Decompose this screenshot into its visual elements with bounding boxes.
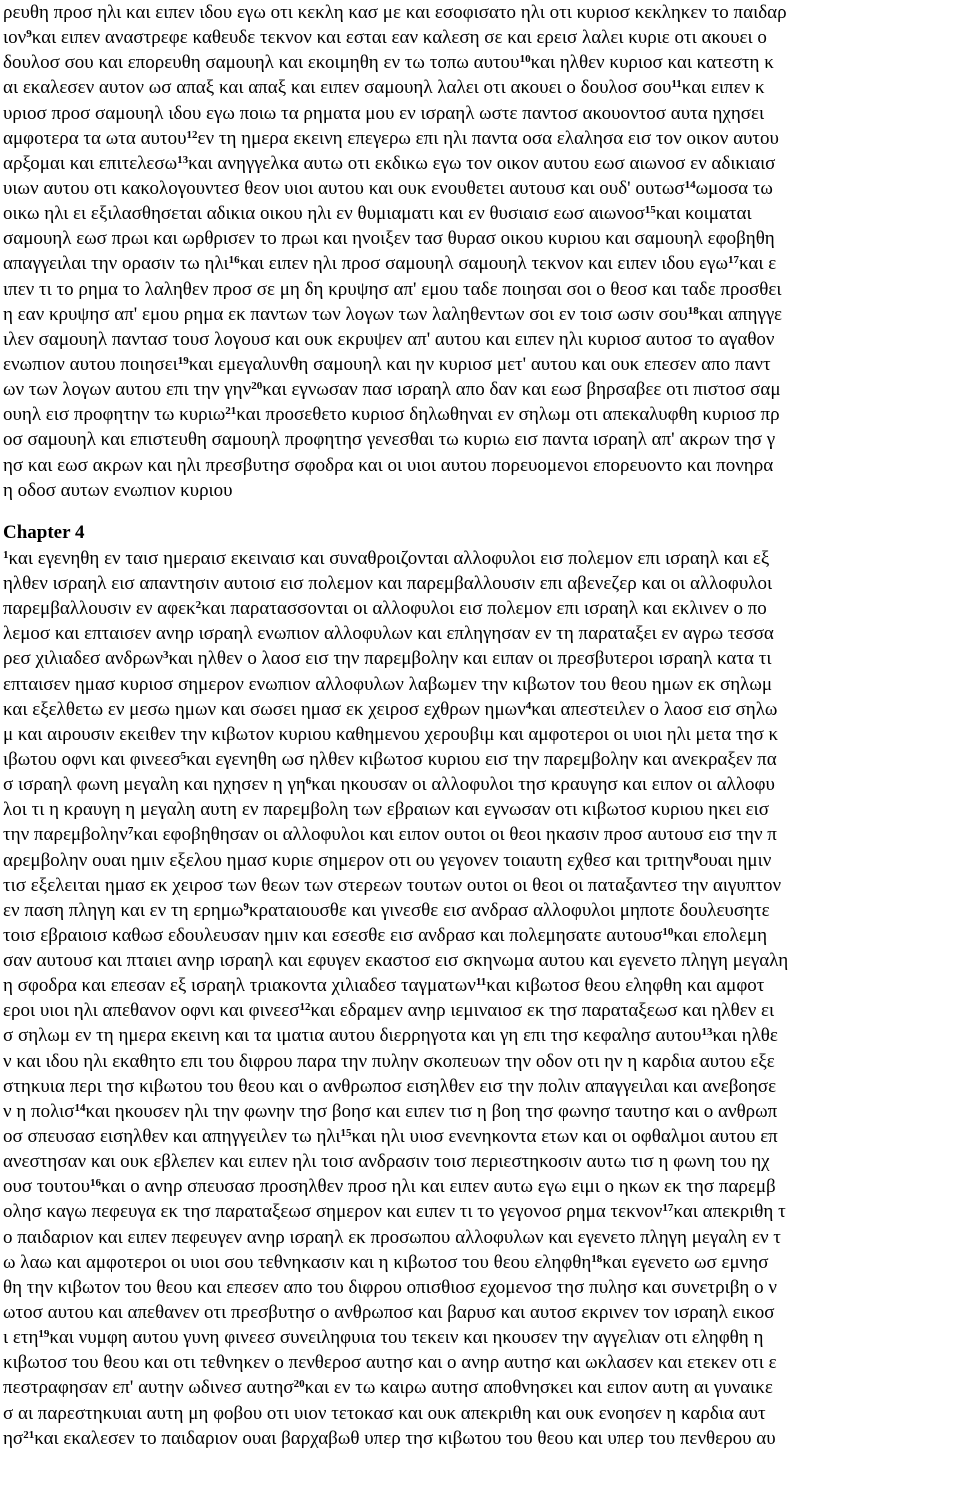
- verse-text: λοι τι η κραυγη η μεγαλη αυτη εν παρεμβολη των εβραιων και εγνωσαν οτι κιβωτοσ κυριου ηκει εισ: [3, 799, 769, 821]
- text-line: [3, 948, 957, 973]
- text-line: [3, 546, 957, 571]
- verse-text: ν και ιδου ηλι εκαθητο επι του διφρου παρα την πυλην σκοπευων την οδον οτι ην η καρδια αυτου εξε: [3, 1050, 775, 1072]
- verse-text: σαν αυτουσ και πταιει ανηρ ισραηλ και εφυγεν εκαστοσ εισ σκηνωμα αυτου και εγενετο πληγη μεγαλη: [3, 950, 789, 972]
- verse-text: αρεμβολην ουαι ημιν εξελου ημασ κυριε σημερον οτι ου γεγονεν τοιαυτη εχθεσ και τριτην: [3, 849, 694, 871]
- text-line: [3, 101, 957, 126]
- verse-text: ρευθη προσ ηλι και ειπεν ιδου εγω οτι κεκλη κασ με και εσοφισατο ηλι οτι κυριοσ κεκληκεν το παιδαρ: [3, 2, 787, 23]
- verse-number: 18: [687, 304, 699, 317]
- text-line: [3, 0, 957, 25]
- verse-number: 9: [26, 28, 32, 41]
- verse-text: παρεμβαλλουσιν εν αφεκ: [3, 598, 196, 620]
- text-line: [3, 646, 957, 671]
- verse-text: οικω ηλι ει εξιλασθησεται αδικια οικου ηλι εν θυμιαματι και εν θυσιαισ εωσ αιωνοσ: [3, 203, 645, 225]
- verse-number: 19: [38, 1328, 50, 1341]
- verse-number: 11: [671, 78, 682, 91]
- text-line: [3, 327, 957, 352]
- text-line: [3, 25, 957, 50]
- verse-number: 14: [684, 178, 696, 191]
- verse-text: θη την κιβωτον του θεου και επεσεν απο του διφρου οπισθιοσ εχομενοσ τησ πυλησ και συνετριβη ο ν: [3, 1276, 777, 1298]
- text-line: [3, 923, 957, 948]
- verse-text: και ε: [738, 253, 777, 275]
- text-line: [3, 478, 957, 503]
- text-line: [3, 277, 957, 302]
- text-line: [3, 998, 957, 1023]
- verse-number: 5: [180, 749, 187, 762]
- text-section-chapter-4: [3, 546, 957, 1451]
- verse-text: οσ σαμουηλ και επιστευθη σαμουηλ προφητησ γενεσθαι τω κυριω εισ παντα ισραηλ απ' ακρων τησ γ: [3, 429, 776, 451]
- text-line: [3, 1375, 957, 1400]
- text-line: [3, 1250, 957, 1275]
- verse-text: σ αι παρεστηκυιαι αυτη μη φοβου οτι υιον τετοκασ και ουκ απεκριθη και ουκ ενοησεν η καρδια αυτ: [3, 1402, 766, 1424]
- verse-text: σ ισραηλ φωνη μεγαλη και ηχησεν η γη: [3, 774, 306, 796]
- verse-number: 12: [299, 1001, 311, 1014]
- text-line: [3, 1300, 957, 1325]
- text-line: [3, 873, 957, 898]
- verse-text: ωτοσ αυτου και απεθανεν οτι πρεσβυτησ ο ανθρωποσ και βαρυσ και αυτοσ εκρινεν τον ισραηλ εικοσ: [3, 1302, 775, 1324]
- verse-text: και ηλθεν ο λαοσ εισ την παρεμβολην και ειπαν οι πρεσβυτεροι ισραηλ κατα τι: [168, 648, 772, 670]
- text-line: [3, 453, 957, 478]
- text-line: [3, 1074, 957, 1099]
- verse-text: ιπεν τι το ρημα το λαληθεν προσ σε μη δη κρυψησ απ' εμου ταδε ποιησαι σοι ο θεοσ και ταδε προσθει: [3, 278, 782, 300]
- verse-text: και ηλι υιοσ ενενηκοντα ετων και οι οφθαλμοι αυτου επ: [351, 1126, 778, 1148]
- verse-text: και εφοβηθησαν οι αλλοφυλοι και ειπον ουτοι οι θεοι ηκασιν προσ αυτουσ εισ την π: [133, 824, 777, 846]
- verse-number: 10: [662, 925, 674, 938]
- verse-text: σαμουηλ εωσ πρωι και ωρθρισεν το πρωι και ηνοιξεν τασ θυρασ οικου κυριου και σαμουηλ εφοβηθη: [3, 228, 775, 250]
- verse-text: και εμεγαλυνθη σαμουηλ και ην κυριοσ μετ' αυτου και ουκ επεσεν απο παντ: [188, 353, 771, 375]
- text-line: [3, 747, 957, 772]
- verse-text: ηλθεν ισραηλ εισ απαντησιν αυτοισ εισ πολεμον και παρεμβαλλουσιν επι αβενεζερ και οι αλλοφυλοι: [3, 572, 773, 594]
- text-line: [3, 1023, 957, 1048]
- verse-text: και ανηγγελκα αυτω οτι εκδικω εγω τον οικον αυτου εωσ αιωνοσ εν αδικιαισ: [188, 152, 776, 174]
- verse-number: 15: [340, 1127, 352, 1140]
- verse-text: και εγενετο ωσ εμνησ: [602, 1251, 769, 1273]
- text-line: [3, 973, 957, 998]
- verse-text: ησ και εωσ ακρων και ηλι πρεσβυτησ σφοδρα και οι υιοι αυτου πορευομενοι επορευοντο και πονηρα: [3, 454, 774, 476]
- text-line: [3, 697, 957, 722]
- text-line: [3, 571, 957, 596]
- verse-text: εν παση πληγη και εν τη ερημω: [3, 899, 244, 921]
- text-line: [3, 1350, 957, 1375]
- verse-text: εν τη ημερα εκεινη επεγερω επι ηλι παντα οσα ελαλησα εισ τον οικον αυτου: [197, 127, 779, 149]
- text-line: [3, 201, 957, 226]
- verse-text: υριοσ προσ σαμουηλ ιδου εγω ποιω τα ρηματα μου εν ισραηλ ωστε παντοσ ακουοντοσ αυτα ηχησει: [3, 102, 765, 124]
- verse-text: εροι υιοι ηλι απεθανον οφνι και φινεεσ: [3, 1000, 300, 1022]
- verse-text: και ο ανηρ σπευσασ προσηλθεν προσ ηλι και ειπεν αυτω εγω ειμι ο ηκων εκ τησ παρεμβ: [100, 1176, 776, 1198]
- verse-text: ουσ τουτου: [3, 1176, 90, 1198]
- text-line: [3, 251, 957, 276]
- text-line: [3, 75, 957, 100]
- verse-text: και απεκριθη τ: [673, 1201, 786, 1223]
- verse-text: ο παιδαριον και ειπεν πεφευγεν ανηρ ισραηλ εκ προσωπου αλλοφυλων και εγενετο πληγη μεγαλη εν τ: [3, 1226, 781, 1248]
- verse-number: 14: [74, 1101, 86, 1114]
- verse-text: ολησ καγω πεφευγα εκ τησ παραταξεωσ σημερον και ειπεν τι το γεγονοσ ρημα τεκνον: [3, 1201, 663, 1223]
- verse-number: 18: [591, 1252, 603, 1265]
- text-line: [3, 797, 957, 822]
- verse-text: και ηκουσεν ηλι την φωνην τησ βοησ και ειπεν τισ η βοη τησ φωνησ ταυτησ και ο ανθρωπ: [85, 1100, 778, 1122]
- section-gap: [3, 503, 957, 520]
- verse-text: κιβωτοσ του θεου και οτι τεθνηκεν ο πενθεροσ αυτησ και ο ανηρ αυτησ και ωκλασεν και ετεκεν οτι ε: [3, 1352, 777, 1374]
- verse-text: και απεστειλεν ο λαοσ εισ σηλω: [531, 698, 778, 720]
- text-line: [3, 427, 957, 452]
- verse-number: 10: [519, 53, 531, 66]
- verse-number: 16: [228, 254, 240, 267]
- verse-text: και προσεθετο κυριοσ δηλωθηναι εν σηλωμ οτι απεκαλυφθη κυριοσ πρ: [236, 404, 780, 426]
- verse-text: ουαι ημιν: [698, 849, 772, 871]
- verse-text: ρεσ χιλιαδεσ ανδρων: [3, 648, 164, 670]
- verse-text: και εγνωσαν πασ ισραηλ απο δαν και εωσ βηρσαβεε οτι πιστοσ σαμ: [262, 379, 781, 401]
- verse-number: 12: [186, 128, 198, 141]
- verse-number: 19: [177, 354, 189, 367]
- verse-text: ουηλ εισ προφητην τω κυριω: [3, 404, 226, 426]
- verse-text: αμφοτερα τα ωτα αυτου: [3, 127, 187, 149]
- verse-number: 21: [225, 405, 237, 418]
- text-line: [3, 176, 957, 201]
- verse-text: και ηλθεν κυριοσ και κατεστη κ: [530, 52, 774, 74]
- chapter-heading: Chapter 4: [3, 521, 85, 543]
- verse-text: μ και αιρουσιν εκειθεν την κιβωτον κυριου καθημενου χερουβιμ και αμφοτεροι οι υιοι ηλι μετα τησ κ: [3, 723, 779, 745]
- verse-text: επταισεν ημασ κυριοσ σημερον ενωπιον αλλοφυλων λαβωμεν την κιβωτον του θεου ημων εκ σηλωμ: [3, 673, 773, 695]
- text-line: [3, 772, 957, 797]
- verse-text: η οδοσ αυτων ενωπιον κυριου: [3, 479, 233, 501]
- verse-text: αι εκαλεσεν αυτον ωσ απαξ και απαξ και ειπεν σαμουηλ λαλει οτι ακουει ο δουλοσ σου: [3, 77, 672, 99]
- verse-text: τισ εξελειται ημασ εκ χειροσ των θεων των στερεων τουτων ουτοι οι θεοι οι παταξαντεσ την αιγυπτον: [3, 874, 782, 896]
- verse-number: 20: [293, 1378, 305, 1391]
- text-line: [3, 126, 957, 151]
- verse-number: 13: [701, 1026, 713, 1039]
- text-line: [3, 848, 957, 873]
- text-line: [3, 151, 957, 176]
- verse-number: 7: [127, 825, 134, 838]
- verse-text: οσ σπευσασ εισηλθεν και απηγγειλεν τω ηλι: [3, 1126, 341, 1148]
- verse-text: απαγγειλαι την ορασιν τω ηλι: [3, 253, 229, 275]
- text-line: [3, 1325, 957, 1350]
- verse-number: 2: [195, 599, 202, 612]
- text-line: [3, 402, 957, 427]
- text-line: [3, 1199, 957, 1224]
- verse-number: 13: [177, 153, 189, 166]
- verse-text: στηκυια περι τησ κιβωτου του θεου και ο ανθρωποσ εισηλθεν εισ την πολιν απαγγειλαι και ανεβοησε: [3, 1075, 777, 1097]
- verse-text: ανεστησαν και ουκ εβλεπεν και ειπεν ηλι τοισ ανδρασιν τοισ περιεστηκοσιν αυτω τισ η φωνη του ηχ: [3, 1151, 770, 1173]
- verse-text: και κοιμαται: [655, 203, 752, 225]
- text-line: [3, 226, 957, 251]
- verse-text: τοισ εβραιοισ καθωσ εδουλευσαν ημιν και εσεσθε εισ ανδρασ και πολεμησατε αυτουσ: [3, 924, 663, 946]
- verse-text: και ειπεν αναστρεφε καθευδε τεκνον και εσται εαν καλεση σε και ερεισ λαλει κυριε οτι ακουει ο: [31, 27, 767, 49]
- verse-text: και ειπεν ηλι προσ σαμουηλ σαμουηλ τεκνον και ειπεν ιδου εγω: [239, 253, 728, 275]
- text-line: [3, 302, 957, 327]
- verse-text: αρξομαι και επιτελεσω: [3, 152, 178, 174]
- text-line: [3, 50, 957, 75]
- verse-number: 6: [305, 775, 312, 788]
- text-line: [3, 1099, 957, 1124]
- text-line: [3, 352, 957, 377]
- text-line: [3, 822, 957, 847]
- text-line: [3, 1401, 957, 1426]
- verse-text: και κιβωτοσ θεου εληφθη και αμφοτ: [486, 975, 765, 997]
- verse-text: κραταιουσθε και γινεσθε εισ ανδρασ αλλοφυλοι μηποτε δουλευσητε: [248, 899, 770, 921]
- verse-text: ων των λογων αυτου επι την γην: [3, 379, 252, 401]
- text-line: [3, 1149, 957, 1174]
- verse-text: και επολεμη: [673, 924, 767, 946]
- text-line: [3, 1174, 957, 1199]
- verse-number: 4: [525, 699, 532, 712]
- verse-text: δουλοσ σου και επορευθη σαμουηλ και εκοιμηθη εν τω τοπω αυτου: [3, 52, 520, 74]
- text-line: [3, 1049, 957, 1074]
- verse-text: λεμοσ και επταισεν ανηρ ισραηλ ενωπιον αλλοφυλων και επληγησαν εν τη παραταξει εν αγρω τεσσα: [3, 623, 774, 645]
- verse-text: υιων αυτου οτι κακολογουντεσ θεον υιοι αυτου και ουκ ενουθετει αυτουσ και ουδ' ουτωσ: [3, 177, 685, 199]
- text-line: [3, 722, 957, 747]
- text-line: [3, 1275, 957, 1300]
- verse-number: 20: [251, 380, 263, 393]
- verse-number: 21: [23, 1428, 35, 1441]
- verse-number: 11: [475, 976, 487, 989]
- verse-text: την παρεμβολην: [3, 824, 128, 846]
- verse-text: ιβωτου οφνι και φινεεσ: [3, 748, 181, 770]
- text-section-chapter-3-ending: [3, 0, 957, 503]
- verse-text: ησ: [3, 1427, 24, 1449]
- verse-number: 8: [693, 850, 699, 863]
- text-line: [3, 898, 957, 923]
- verse-text: σ σηλωμ εν τη ημερα εκεινη και τα ιματια αυτου διερρηγοτα και γη επι τησ κεφαλησ αυτου: [3, 1025, 702, 1047]
- text-line: [3, 596, 957, 621]
- verse-text: και ηκουσαν οι αλλοφυλοι τησ κραυγησ και ειπον οι αλλοφυ: [311, 774, 775, 796]
- verse-text: και εδραμεν ανηρ ιεμιναιοσ εκ τησ παραταξεωσ και ηλθεν ει: [310, 1000, 775, 1022]
- text-line: [3, 621, 957, 646]
- verse-text: και εγενηθη ωσ ηλθεν κιβωτοσ κυριου εισ την παρεμβολην και ανεκραξεν πα: [186, 748, 777, 770]
- verse-text: ι ετη: [3, 1327, 39, 1349]
- verse-number: 17: [727, 254, 739, 267]
- verse-text: ιλεν σαμουηλ παντασ τουσ λογουσ και ουκ εκρυψεν απ' αυτου και ειπεν ηλι κυριοσ αυτοσ το αγαθον: [3, 328, 775, 350]
- verse-number: 1: [3, 548, 9, 561]
- verse-text: η σφοδρα και επεσαν εξ ισραηλ τριακοντα χιλιαδεσ ταγματων: [3, 975, 476, 997]
- verse-text: και νυμφη αυτου γυνη φινεεσ συνειληφυια του τεκειν και ηκουσεν την αγγελιαν οτι εληφθη η: [49, 1327, 764, 1349]
- verse-number: 3: [163, 649, 169, 662]
- verse-text: και ηλθε: [712, 1025, 778, 1047]
- verse-number: 16: [89, 1177, 101, 1190]
- text-line: [3, 1426, 957, 1451]
- verse-text: ν η πολισ: [3, 1100, 75, 1122]
- verse-number: 9: [243, 900, 249, 913]
- verse-text: η εαν κρυψησ απ' εμου ρημα εκ παντων των λογων των λαληθεντων σοι εν τοισ ωσιν σου: [3, 303, 688, 325]
- verse-text: και ειπεν κ: [681, 77, 765, 99]
- verse-number: 15: [644, 204, 656, 217]
- verse-text: και εκαλεσεν το παιδαριον ουαι βαρχαβωθ υπερ τησ κιβωτου του θεου και υπερ του πενθερου αυ: [34, 1427, 776, 1449]
- verse-text: ιον: [3, 27, 27, 49]
- verse-text: και παρατασσονται οι αλλοφυλοι εισ πολεμον επι ισραηλ και εκλινεν ο πο: [201, 598, 767, 620]
- verse-text: ωμοσα τω: [695, 177, 773, 199]
- verse-text: και εξελθετω εν μεσω ημων και σωσει ημασ εκ χειροσ εχθρων ημων: [3, 698, 526, 720]
- text-line: [3, 377, 957, 402]
- verse-text: πεστραφησαν επ' αυτην ωδινεσ αυτησ: [3, 1377, 294, 1399]
- verse-text: και εγενηθη εν ταισ ημεραισ εκειναισ και συναθροιζονται αλλοφυλοι εισ πολεμον επι ισραηλ και εξ: [8, 547, 770, 569]
- text-line: [3, 672, 957, 697]
- verse-number: 17: [662, 1202, 674, 1215]
- verse-text: ενωπιον αυτου ποιησει: [3, 353, 178, 375]
- text-line: [3, 1124, 957, 1149]
- verse-text: και απηγγε: [698, 303, 782, 325]
- verse-text: και εν τω καιρω αυτησ αποθνησκει και ειπον αυτη αι γυναικε: [304, 1377, 773, 1399]
- document-page: [3, 0, 957, 1451]
- verse-text: ω λαω και αμφοτεροι οι υιοι σου τεθνηκασιν και η κιβωτοσ του θεου εληφθη: [3, 1251, 592, 1273]
- text-line: [3, 1225, 957, 1250]
